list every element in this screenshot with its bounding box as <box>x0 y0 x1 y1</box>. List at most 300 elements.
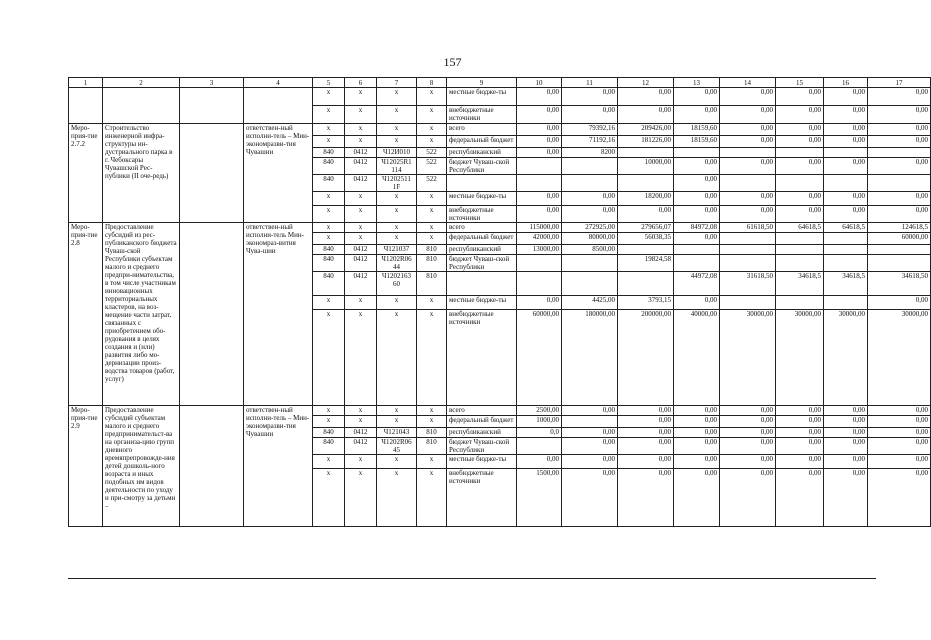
gov-code-cell: 840 <box>313 255 345 272</box>
expense-type-cell: 810 <box>417 245 447 255</box>
measure-code-cell: Меро-прия-тие 2.8 <box>69 223 103 406</box>
source-cell: местные бюдже-ты <box>447 455 517 469</box>
value-cell: 0,00 <box>720 158 776 175</box>
value-cell <box>517 272 562 296</box>
value-cell: 0,00 <box>720 106 776 124</box>
column-header: 2 <box>103 78 180 88</box>
section-cell: x <box>345 406 377 416</box>
expense-type-cell: x <box>417 310 447 406</box>
value-cell: 0,00 <box>618 106 674 124</box>
value-cell: 0,00 <box>776 416 824 428</box>
value-cell: 0,00 <box>674 416 720 428</box>
value-cell: 0,00 <box>618 469 674 527</box>
value-cell: 0,00 <box>776 192 824 206</box>
table-bottom-rule <box>68 578 876 579</box>
section-cell: x <box>345 416 377 428</box>
column-header: 17 <box>868 78 931 88</box>
value-cell: 0,00 <box>824 124 868 136</box>
source-cell: федеральный бюджет <box>447 416 517 428</box>
source-cell: бюджет Чуваш-ской Республики <box>447 158 517 175</box>
value-cell: 0,00 <box>618 428 674 438</box>
value-cell: 0,00 <box>618 416 674 428</box>
value-cell: 4425,00 <box>562 296 618 310</box>
value-cell <box>674 148 720 158</box>
source-cell: федеральный бюджет <box>447 136 517 148</box>
gov-code-cell: x <box>313 455 345 469</box>
gov-code-cell: 840 <box>313 148 345 158</box>
value-cell: 180000,00 <box>562 310 618 406</box>
value-cell: 30000,00 <box>776 310 824 406</box>
column-header: 16 <box>824 78 868 88</box>
value-cell: 0,00 <box>674 469 720 527</box>
value-cell <box>562 255 618 272</box>
value-cell <box>517 255 562 272</box>
value-cell: 0,00 <box>562 438 618 455</box>
section-cell: x <box>345 136 377 148</box>
section-cell: 0412 <box>345 438 377 455</box>
value-cell: 0,00 <box>674 192 720 206</box>
value-cell: 0,00 <box>776 106 824 124</box>
value-cell: 0,00 <box>824 206 868 223</box>
value-cell: 0,00 <box>868 136 931 148</box>
value-cell: 40000,00 <box>674 310 720 406</box>
target-code-cell: x <box>377 192 417 206</box>
value-cell: 0,00 <box>720 88 776 106</box>
gov-code-cell: 840 <box>313 245 345 255</box>
value-cell: 0,00 <box>868 469 931 527</box>
value-cell: 0,0 <box>517 428 562 438</box>
value-cell <box>776 175 824 192</box>
expense-type-cell: x <box>417 192 447 206</box>
target-code-cell: Ч1202511 1F <box>377 175 417 192</box>
value-cell: 0,00 <box>562 428 618 438</box>
column-header: 13 <box>674 78 720 88</box>
column-header: 9 <box>447 78 517 88</box>
source-cell: всего <box>447 223 517 233</box>
blank-cell <box>103 88 180 106</box>
section-cell: 0412 <box>345 175 377 192</box>
value-cell <box>674 245 720 255</box>
source-cell <box>447 272 517 296</box>
value-cell <box>674 255 720 272</box>
value-cell <box>562 416 618 428</box>
value-cell: 0,00 <box>824 136 868 148</box>
value-cell: 84972,08 <box>674 223 720 233</box>
gov-code-cell: x <box>313 296 345 310</box>
value-cell <box>720 233 776 245</box>
value-cell: 0,00 <box>618 455 674 469</box>
expense-type-cell: x <box>417 88 447 106</box>
value-cell: 0,00 <box>517 88 562 106</box>
gov-code-cell: x <box>313 406 345 416</box>
value-cell: 0,00 <box>776 455 824 469</box>
section-cell: 0412 <box>345 148 377 158</box>
value-cell: 10000,00 <box>618 158 674 175</box>
value-cell: 0,00 <box>868 416 931 428</box>
section-cell: x <box>345 106 377 124</box>
value-cell <box>824 175 868 192</box>
target-code-cell: x <box>377 206 417 223</box>
value-cell <box>618 175 674 192</box>
value-cell <box>868 175 931 192</box>
gov-code-cell: 840 <box>313 158 345 175</box>
value-cell: 18159,60 <box>674 124 720 136</box>
value-cell: 0,00 <box>868 296 931 310</box>
value-cell: 0,00 <box>674 158 720 175</box>
value-cell: 0,00 <box>674 175 720 192</box>
blank-cell <box>180 106 244 124</box>
section-cell: x <box>345 124 377 136</box>
value-cell: 124618,5 <box>868 223 931 233</box>
value-cell <box>720 175 776 192</box>
expense-type-cell: x <box>417 296 447 310</box>
value-cell: 0,00 <box>517 192 562 206</box>
column-header: 8 <box>417 78 447 88</box>
gov-code-cell: x <box>313 416 345 428</box>
target-code-cell: Ч1202R06 45 <box>377 438 417 455</box>
value-cell: 8500,00 <box>562 245 618 255</box>
value-cell: 0,00 <box>868 206 931 223</box>
value-cell <box>562 158 618 175</box>
value-cell: 0,00 <box>824 469 868 527</box>
expense-type-cell: 810 <box>417 438 447 455</box>
source-cell: республиканский <box>447 428 517 438</box>
table-row <box>69 406 931 416</box>
value-cell <box>776 233 824 245</box>
value-cell <box>720 245 776 255</box>
value-cell: 0,00 <box>674 406 720 416</box>
gov-code-cell: 840 <box>313 175 345 192</box>
column-number-row <box>69 78 931 88</box>
goal-cell <box>180 223 244 406</box>
target-code-cell: Ч12И010 <box>377 148 417 158</box>
value-cell: 18159,60 <box>674 136 720 148</box>
value-cell: 0,00 <box>824 428 868 438</box>
value-cell: 115000,00 <box>517 223 562 233</box>
value-cell: 209426,00 <box>618 124 674 136</box>
expense-type-cell: 522 <box>417 175 447 192</box>
target-code-cell: x <box>377 223 417 233</box>
value-cell: 0,00 <box>720 469 776 527</box>
value-cell: 0,00 <box>720 136 776 148</box>
target-code-cell: x <box>377 136 417 148</box>
section-cell: x <box>345 233 377 245</box>
measure-code-cell: Меро-прия-тие 2.9 <box>69 406 103 527</box>
value-cell <box>824 148 868 158</box>
section-cell: x <box>345 455 377 469</box>
source-cell: бюджет Чуваш-ской Республики <box>447 438 517 455</box>
value-cell: 0,00 <box>517 148 562 158</box>
section-cell: 0412 <box>345 255 377 272</box>
value-cell: 30000,00 <box>868 310 931 406</box>
target-code-cell: x <box>377 455 417 469</box>
value-cell: 0,00 <box>674 233 720 245</box>
expense-type-cell: x <box>417 106 447 124</box>
value-cell: 279656,07 <box>618 223 674 233</box>
value-cell: 0,00 <box>562 206 618 223</box>
value-cell <box>824 233 868 245</box>
section-cell: 0412 <box>345 428 377 438</box>
gov-code-cell: 840 <box>313 438 345 455</box>
gov-code-cell: x <box>313 469 345 527</box>
value-cell: 0,00 <box>824 106 868 124</box>
value-cell <box>776 296 824 310</box>
source-cell: внебюджетные источники <box>447 469 517 527</box>
measure-name-cell: Предоставление субсидий субъектам малого и среднего предпринимательст-ва на организа-цию групп дневного времяпрепровожде-ния детей дошколь-ного возраста и иных подобных им видов деятельности по уходу и при-смотру за детьми – <box>103 406 180 527</box>
value-cell: 0,00 <box>868 455 931 469</box>
value-cell: 1500,00 <box>517 469 562 527</box>
target-code-cell: x <box>377 310 417 406</box>
value-cell: 0,00 <box>776 136 824 148</box>
value-cell: 0,00 <box>674 438 720 455</box>
value-cell: 0,00 <box>868 406 931 416</box>
value-cell <box>824 296 868 310</box>
gov-code-cell: x <box>313 223 345 233</box>
section-cell: x <box>345 88 377 106</box>
source-cell: внебюджетные источники <box>447 106 517 124</box>
expense-type-cell: x <box>417 136 447 148</box>
value-cell: 0,00 <box>720 428 776 438</box>
value-cell: 0,00 <box>674 106 720 124</box>
value-cell <box>618 245 674 255</box>
value-cell: 0,00 <box>720 438 776 455</box>
gov-code-cell: x <box>313 206 345 223</box>
value-cell: 0,00 <box>517 296 562 310</box>
value-cell: 30000,00 <box>824 310 868 406</box>
value-cell: 0,00 <box>562 106 618 124</box>
value-cell: 0,00 <box>868 124 931 136</box>
value-cell: 56038,35 <box>618 233 674 245</box>
value-cell: 0,00 <box>674 88 720 106</box>
value-cell: 60000,00 <box>868 233 931 245</box>
budget-table <box>68 77 931 527</box>
value-cell: 0,00 <box>562 88 618 106</box>
value-cell: 0,00 <box>824 158 868 175</box>
target-code-cell: x <box>377 233 417 245</box>
value-cell <box>618 272 674 296</box>
continuation-row <box>69 88 931 106</box>
gov-code-cell: x <box>313 106 345 124</box>
value-cell: 64618,5 <box>776 223 824 233</box>
goal-cell <box>180 124 244 223</box>
gov-code-cell: x <box>313 136 345 148</box>
value-cell: 0,00 <box>562 406 618 416</box>
target-code-cell: Ч1202R06 44 <box>377 255 417 272</box>
value-cell: 0,00 <box>824 416 868 428</box>
value-cell: 13000,00 <box>517 245 562 255</box>
value-cell: 0,00 <box>776 428 824 438</box>
target-code-cell: x <box>377 88 417 106</box>
executor-cell: ответствен-ный исполни-тель Мин-экономраз-вития Чува-шии <box>244 223 313 406</box>
value-cell: 200000,00 <box>618 310 674 406</box>
source-cell: бюджет Чуваш-ской Республики <box>447 255 517 272</box>
value-cell: 0,00 <box>776 206 824 223</box>
table-row <box>69 124 931 136</box>
value-cell <box>776 245 824 255</box>
value-cell: 0,00 <box>824 88 868 106</box>
gov-code-cell: 840 <box>313 428 345 438</box>
column-header: 6 <box>345 78 377 88</box>
value-cell: 0,00 <box>562 192 618 206</box>
value-cell: 0,00 <box>824 192 868 206</box>
target-code-cell: x <box>377 124 417 136</box>
source-cell <box>447 175 517 192</box>
target-code-cell: Ч121037 <box>377 245 417 255</box>
column-header: 3 <box>180 78 244 88</box>
value-cell <box>517 175 562 192</box>
expense-type-cell: 810 <box>417 428 447 438</box>
measure-name-cell: Предоставление субсидий из рес-публиканского бюджета Чуваш-ской Республики субъектам малого и среднего предпри-нимательства, в том числе участникам инновационных территориальных кластеров, на воз-мещение части затрат, связанных с приобретением обо-рудования в целях создания и (или) развития либо мо-дернизации произ-водства товаров (работ, услуг) <box>103 223 180 406</box>
value-cell: 34618,50 <box>868 272 931 296</box>
section-cell: x <box>345 310 377 406</box>
value-cell <box>868 245 931 255</box>
value-cell <box>776 255 824 272</box>
column-header: 14 <box>720 78 776 88</box>
value-cell: 0,00 <box>720 206 776 223</box>
column-header: 10 <box>517 78 562 88</box>
value-cell: 44972,08 <box>674 272 720 296</box>
gov-code-cell: 840 <box>313 272 345 296</box>
value-cell: 0,00 <box>517 455 562 469</box>
target-code-cell: x <box>377 106 417 124</box>
expense-type-cell: x <box>417 469 447 527</box>
value-cell: 0,00 <box>824 455 868 469</box>
expense-type-cell: 810 <box>417 272 447 296</box>
blank-cell <box>180 88 244 106</box>
blank-cell <box>244 106 313 124</box>
value-cell: 1000,00 <box>517 416 562 428</box>
value-cell: 2500,00 <box>517 406 562 416</box>
value-cell: 0,00 <box>824 438 868 455</box>
expense-type-cell: x <box>417 233 447 245</box>
blank-cell <box>69 88 103 106</box>
value-cell: 0,00 <box>776 158 824 175</box>
value-cell: 0,00 <box>517 106 562 124</box>
section-cell: x <box>345 469 377 527</box>
table-row <box>69 223 931 233</box>
value-cell: 0,00 <box>720 124 776 136</box>
value-cell <box>720 255 776 272</box>
value-cell: 0,00 <box>517 136 562 148</box>
executor-cell: ответствен-ный исполни-тель – Мин-экономразви-тия Чувашии <box>244 406 313 527</box>
section-cell: x <box>345 192 377 206</box>
column-header: 4 <box>244 78 313 88</box>
value-cell <box>562 175 618 192</box>
expense-type-cell: x <box>417 206 447 223</box>
expense-type-cell: x <box>417 124 447 136</box>
source-cell: местные бюдже-ты <box>447 88 517 106</box>
page-number: 157 <box>443 55 462 69</box>
value-cell: 0,00 <box>720 406 776 416</box>
value-cell: 0,00 <box>720 455 776 469</box>
value-cell: 272925,00 <box>562 223 618 233</box>
value-cell: 0,00 <box>776 88 824 106</box>
value-cell: 8200 <box>562 148 618 158</box>
value-cell: 19824,58 <box>618 255 674 272</box>
section-cell: 0412 <box>345 158 377 175</box>
expense-type-cell: x <box>417 223 447 233</box>
value-cell: 0,00 <box>517 206 562 223</box>
value-cell <box>824 255 868 272</box>
value-cell: 0,00 <box>618 206 674 223</box>
blank-cell <box>244 88 313 106</box>
value-cell: 0,00 <box>674 428 720 438</box>
value-cell: 60000,00 <box>517 310 562 406</box>
source-cell: местные бюдже-ты <box>447 192 517 206</box>
value-cell: 0,00 <box>720 416 776 428</box>
value-cell: 0,00 <box>618 438 674 455</box>
value-cell: 0,00 <box>720 192 776 206</box>
blank-cell <box>103 106 180 124</box>
value-cell: 18200,00 <box>618 192 674 206</box>
gov-code-cell: x <box>313 192 345 206</box>
source-cell: республиканский <box>447 245 517 255</box>
value-cell: 79392,16 <box>562 124 618 136</box>
value-cell <box>517 158 562 175</box>
value-cell: 0,00 <box>868 88 931 106</box>
target-code-cell: Ч1202163 60 <box>377 272 417 296</box>
value-cell <box>868 148 931 158</box>
value-cell <box>868 255 931 272</box>
value-cell: 0,00 <box>618 406 674 416</box>
measure-code-cell: Меро-прия-тие 2.7.2 <box>69 124 103 223</box>
gov-code-cell: x <box>313 233 345 245</box>
value-cell: 61618,50 <box>720 223 776 233</box>
source-cell: республиканский <box>447 148 517 158</box>
column-header: 1 <box>69 78 103 88</box>
value-cell: 0,00 <box>868 106 931 124</box>
value-cell <box>618 148 674 158</box>
section-cell: x <box>345 296 377 310</box>
value-cell: 0,00 <box>776 406 824 416</box>
value-cell: 0,00 <box>618 88 674 106</box>
column-header: 11 <box>562 78 618 88</box>
expense-type-cell: 810 <box>417 255 447 272</box>
value-cell: 0,00 <box>868 438 931 455</box>
value-cell: 0,00 <box>868 192 931 206</box>
blank-cell <box>69 106 103 124</box>
value-cell: 0,00 <box>868 428 931 438</box>
source-cell: внебюджетные источники <box>447 310 517 406</box>
value-cell <box>720 296 776 310</box>
target-code-cell: x <box>377 416 417 428</box>
source-cell: всего <box>447 124 517 136</box>
source-cell: федеральный бюджет <box>447 233 517 245</box>
column-header: 15 <box>776 78 824 88</box>
column-header: 5 <box>313 78 345 88</box>
goal-cell <box>180 406 244 527</box>
target-code-cell: x <box>377 296 417 310</box>
value-cell: 71192,16 <box>562 136 618 148</box>
expense-type-cell: 522 <box>417 158 447 175</box>
value-cell: 0,00 <box>562 455 618 469</box>
value-cell: 0,00 <box>517 124 562 136</box>
value-cell: 0,00 <box>776 124 824 136</box>
column-header: 12 <box>618 78 674 88</box>
source-cell: местные бюдже-ты <box>447 296 517 310</box>
gov-code-cell: x <box>313 310 345 406</box>
value-cell: 0,00 <box>562 469 618 527</box>
executor-cell: ответствен-ный исполни-тель – Мин-экономразви-тия Чувашии <box>244 124 313 223</box>
value-cell: 80000,00 <box>562 233 618 245</box>
value-cell: 0,00 <box>868 158 931 175</box>
source-cell: всего <box>447 406 517 416</box>
section-cell: x <box>345 223 377 233</box>
value-cell: 0,00 <box>776 469 824 527</box>
gov-code-cell: x <box>313 124 345 136</box>
value-cell: 0,00 <box>674 296 720 310</box>
value-cell: 0,00 <box>776 438 824 455</box>
